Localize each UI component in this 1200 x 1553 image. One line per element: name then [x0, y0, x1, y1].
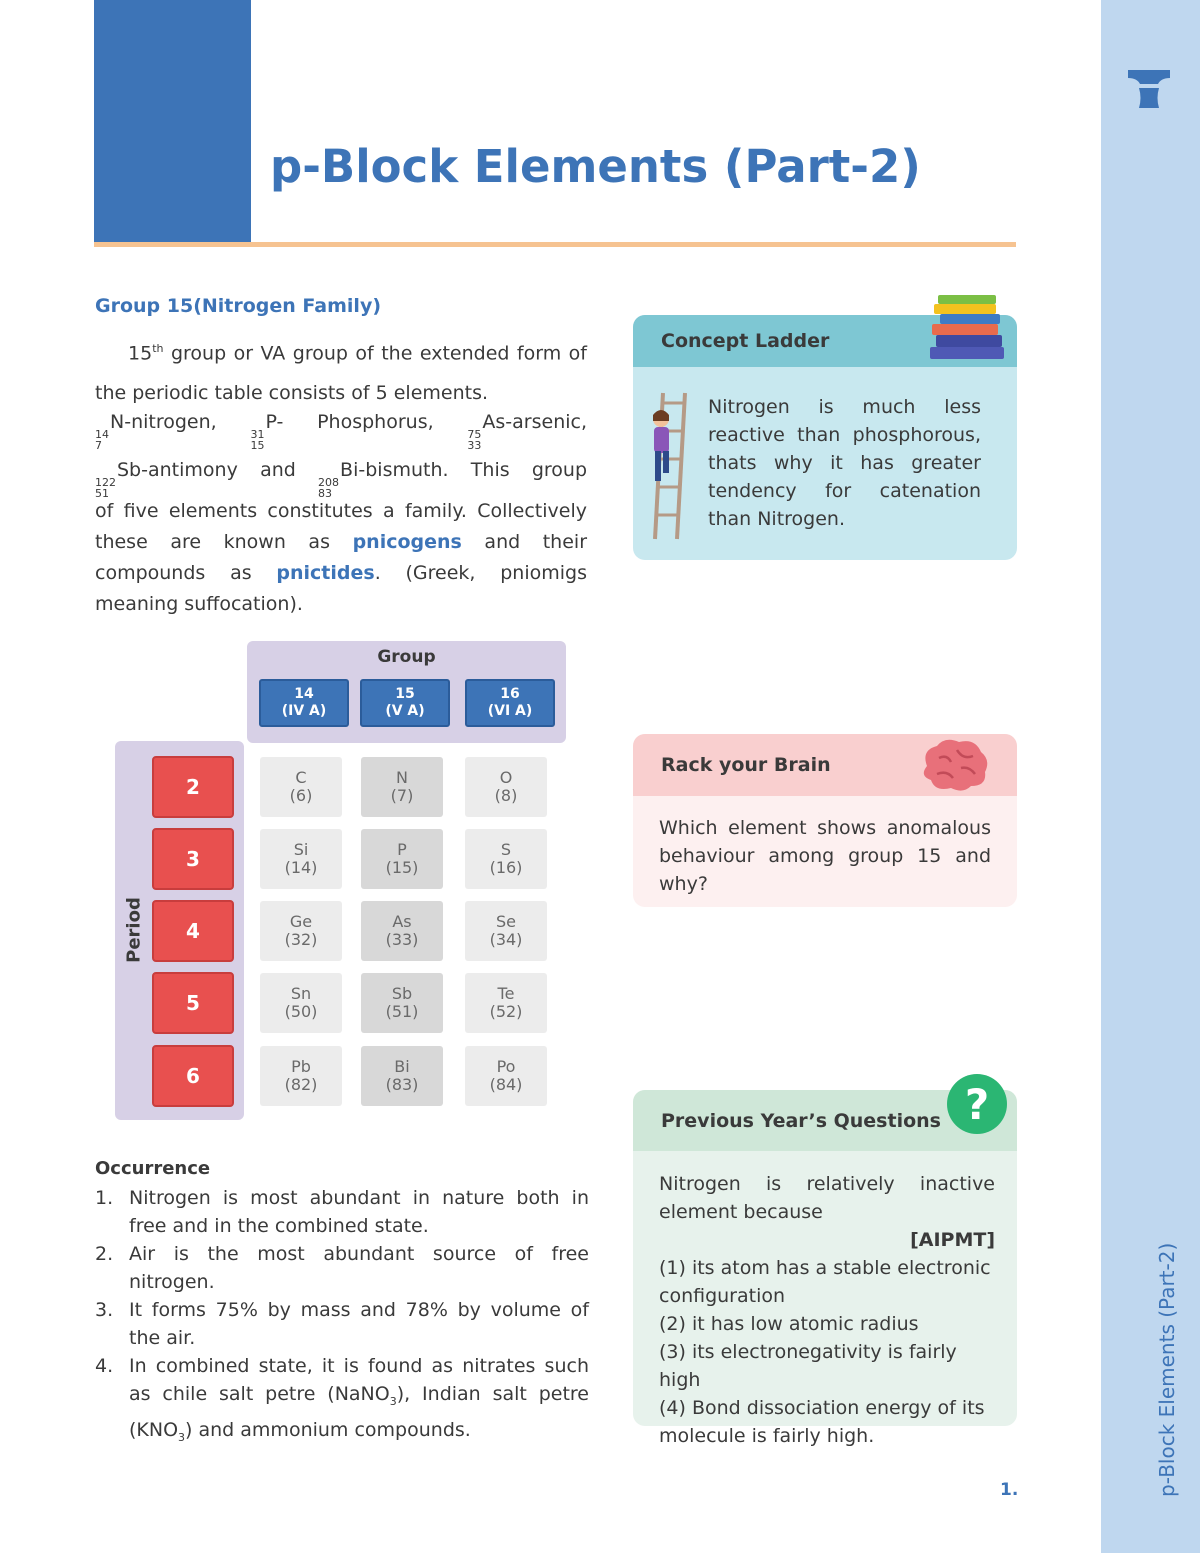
- intro-line: the periodic table consists of 5 elements.: [95, 382, 489, 404]
- rack-your-brain-title: Rack your Brain: [633, 734, 1017, 796]
- intro-line: of five elements constitutes a family. Collectively: [95, 500, 587, 522]
- brand-logo-icon: [1125, 68, 1173, 110]
- element-cell: Po (84): [465, 1046, 547, 1106]
- pyq-question-line: Nitrogen is relatively inactive: [659, 1173, 995, 1195]
- intro-line: these are known as pnicogens and their: [95, 531, 588, 553]
- pyq-option: (1) its atom has a stable electronic configuration: [659, 1257, 991, 1307]
- element-phosphorus: 31 15 P- Phosphorus,: [250, 411, 434, 452]
- term-pnicogens: pnicogens: [352, 531, 462, 553]
- period-chip: 4: [152, 900, 234, 962]
- period-chip: 6: [152, 1045, 234, 1107]
- pyq-body: [659, 1170, 995, 1450]
- title-color-block: [94, 0, 251, 243]
- group-15-chip: 15 (V A): [360, 679, 450, 727]
- element-cell: Pb (82): [260, 1046, 342, 1106]
- element-line: [95, 408, 587, 454]
- element-cell: Sb (51): [361, 973, 443, 1033]
- pyq-title: Previous Year’s Questions: [633, 1090, 1017, 1151]
- element-cell: Si (14): [260, 829, 342, 889]
- occurrence-heading: Occurrence: [95, 1158, 211, 1179]
- list-item: 1. Nitrogen is most abundant in nature both in free and in the combined state.: [95, 1187, 589, 1237]
- intro-line: meaning suffocation).: [95, 593, 303, 615]
- concept-ladder-title: Concept Ladder: [633, 315, 1017, 367]
- element-cell: Bi (83): [361, 1046, 443, 1106]
- element-cell: N (7): [361, 757, 443, 817]
- element-cell: P (15): [361, 829, 443, 889]
- pyq-option: (4) Bond dissociation energy of its molecule is fairly high.: [659, 1397, 985, 1447]
- element-cell: C (6): [260, 757, 342, 817]
- question-mark-icon: [945, 1072, 1009, 1136]
- period-chip: 3: [152, 828, 234, 890]
- ladder-climber-icon: [645, 391, 693, 541]
- element-cell: Se (34): [465, 901, 547, 961]
- svg-text:?: ?: [964, 1080, 990, 1129]
- group-title: Group: [377, 647, 436, 667]
- group-14-chip: 14 (IV A): [259, 679, 349, 727]
- term-pnictides: pnictides: [276, 562, 375, 584]
- element-cell: S (16): [465, 829, 547, 889]
- element-cell: Te (52): [465, 973, 547, 1033]
- intro-line: 15th group or VA group of the extended form of: [128, 342, 587, 365]
- element-antimony: 122 51 Sb-antimony: [95, 459, 238, 500]
- element-nitrogen: 14 7 N-nitrogen,: [95, 411, 217, 452]
- pyq-option: (3) its electronegativity is fairly high: [659, 1341, 957, 1391]
- period-chip: 2: [152, 756, 234, 818]
- list-item: 2. Air is the most abundant source of free nitrogen.: [95, 1243, 589, 1293]
- group-16-chip: 16 (VI A): [465, 679, 555, 727]
- list-item: 4. In combined state, it is found as nitrates such as chile salt petre (NaNO$_3$), Indian salt petre $(KNO_3)$ and ammonium compounds.: [95, 1355, 589, 1444]
- period-chip: 5: [152, 972, 234, 1034]
- period-title: Period: [123, 897, 145, 963]
- pyq-question-line: element because: [659, 1201, 823, 1223]
- title-divider: [94, 242, 1016, 247]
- element-line: [95, 456, 587, 502]
- concept-ladder-box: [633, 315, 1017, 560]
- page-number: 1.: [1000, 1480, 1019, 1500]
- pyq-option: (2) it has low atomic radius: [659, 1313, 919, 1335]
- previous-year-questions-box: [633, 1080, 1017, 1447]
- element-arsenic: 75 33 As-arsenic,: [467, 411, 588, 452]
- books-icon: [928, 291, 1013, 369]
- and-word: and: [260, 459, 296, 481]
- element-cell: Sn (50): [260, 973, 342, 1033]
- element-cell: Ge (32): [260, 901, 342, 961]
- side-page-label: p-Block Elements (Part-2): [1155, 1242, 1179, 1497]
- intro-paragraph: [95, 336, 587, 622]
- rack-your-brain-box: [633, 734, 1017, 907]
- list-item: 3. It forms 75% by mass and 78% by volume of the air.: [95, 1299, 589, 1349]
- section-heading: Group 15(Nitrogen Family): [95, 295, 382, 317]
- occurrence-list: [95, 1184, 589, 1452]
- side-strip: [1101, 0, 1200, 1553]
- element-bismuth: 208 83 Bi-bismuth.: [318, 459, 449, 500]
- concept-ladder-text: Nitrogen is much less reactive than phosphorous, thats why it has greater tendency for catenation than Nitrogen.: [708, 396, 981, 530]
- element-cell: As (33): [361, 901, 443, 961]
- pyq-exam-tag: [AIPMT]: [910, 1229, 995, 1251]
- rack-your-brain-text: Which element shows anomalous behaviour among group 15 and why?: [659, 817, 991, 895]
- page-title: p-Block Elements (Part-2): [270, 140, 921, 193]
- this-group-text: This group: [470, 459, 588, 481]
- element-cell: O (8): [465, 757, 547, 817]
- brain-icon: [917, 736, 993, 796]
- intro-line: compounds as pnictides. (Greek, pniomigs: [95, 562, 587, 584]
